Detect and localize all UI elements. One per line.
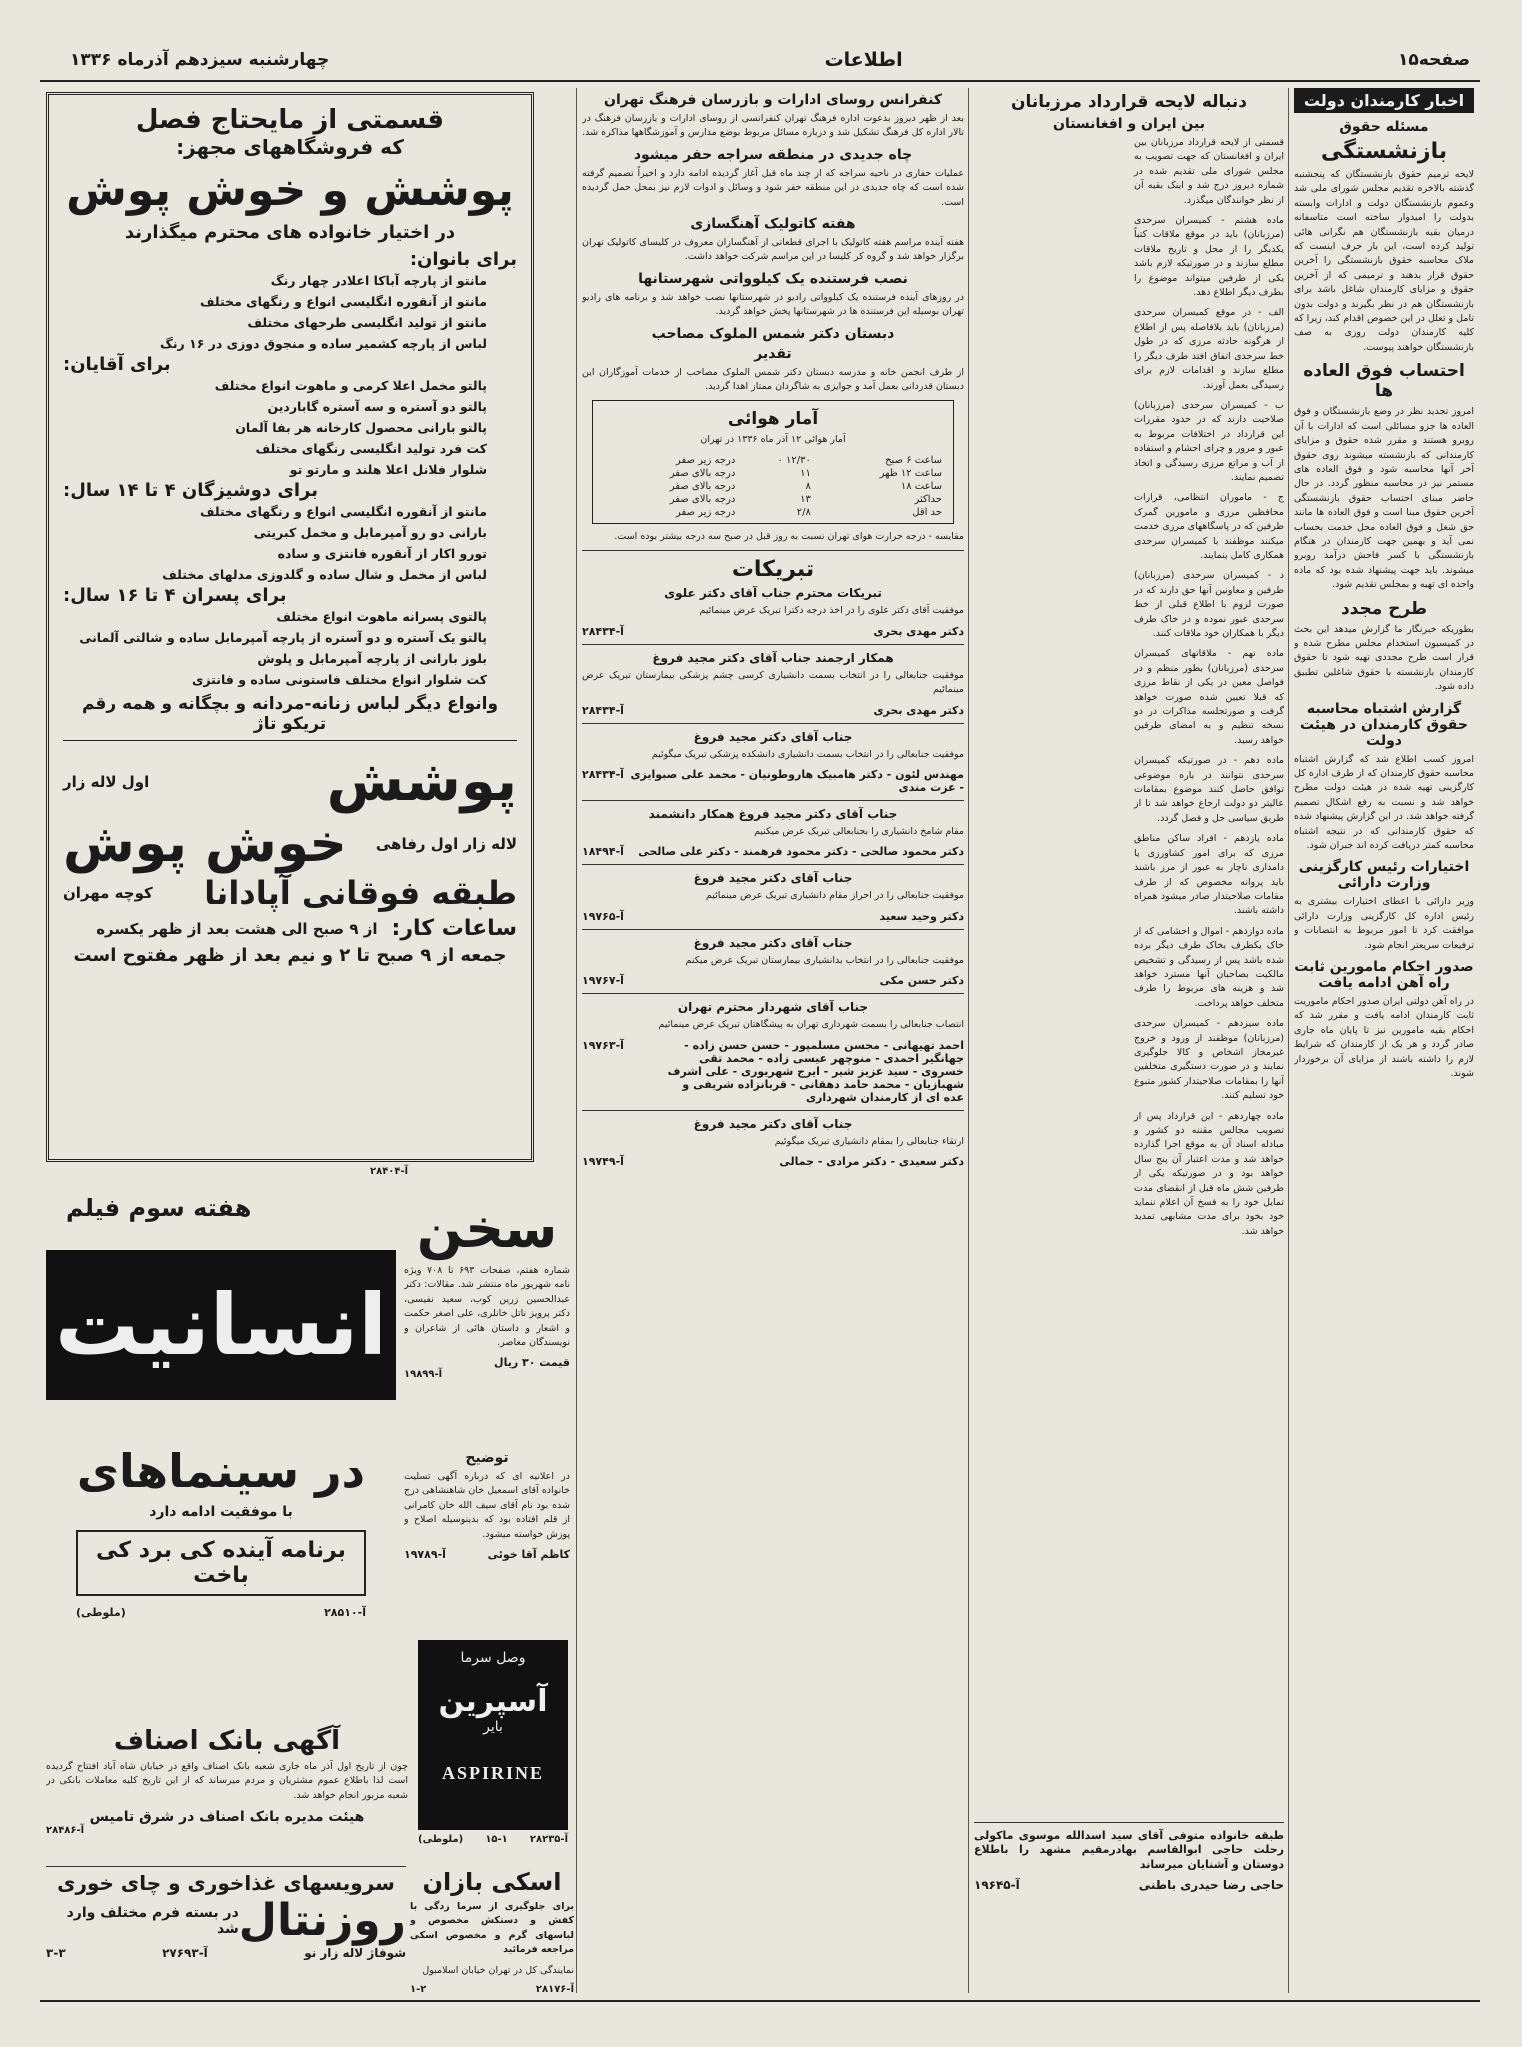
ad-list-item: کت شلوار انواع مختلف فاستونی ساده و فانتزی — [191, 672, 487, 687]
congrats-heading: جناب آقای دکتر مجید فروغ همکار دانشمند — [648, 806, 898, 821]
ski-ad-title: اسکی بازان — [422, 1868, 562, 1896]
rosenthal-sub: در بسته فرم مختلف وارد شد — [66, 1904, 239, 1937]
article-title: گزارش اشتباه محاسبه حقوق کارمندان در هیئت دولت — [1300, 700, 1468, 749]
ad-list-item: تورو اکار از آنقوره فانتزی و ساده — [277, 546, 487, 561]
congrats-item — [582, 1117, 964, 1168]
congrats-body: موفقیت جنابعالی را در انتخاب بسمت دانشیاری دانشکده پزشکی تبریک میگوئیم — [651, 748, 964, 760]
treaty-subtitle: بین ایران و افغانستان — [1053, 116, 1205, 132]
divider — [582, 800, 964, 801]
weather-title: آمار هوائی — [727, 409, 819, 430]
ad-number: ۳-۳ — [46, 1946, 66, 1960]
aspirin-footer — [418, 1834, 568, 1845]
divider — [582, 644, 964, 645]
news-body: بعد از ظهر دیروز بدعوت اداره فرهنگ تهران کنفرانسی از روسای ادارات و بازرسان فرهنگ در تالار اداره کل فرهنگ تشکیل شد و درباره مسائل مربوط بوضع مدارس و آموزشگاهها مذاکره شد. — [582, 113, 964, 139]
rosenthal-ad — [46, 1866, 406, 1997]
rosenthal-brand: روزنتال — [238, 1895, 406, 1946]
rosenthal-shop: شوفاژ لاله زار نو — [304, 1946, 406, 1960]
ad-code: آ-۲۷۶۹۳ — [162, 1946, 208, 1960]
ad-section-heading: برای بانوان: — [409, 249, 517, 270]
ad-section-heading: برای دوشیزگان ۴ تا ۱۴ سال: — [63, 480, 319, 501]
divider — [582, 864, 964, 865]
article-body: امروز کسب اطلاع شد که گزارش اشتباه محاسبه حقوق کارمندان که از طرف اداره کل کارگزینی تهیه شده در هیئت دولت مطرح خواهد شد و نسبت به رفع اشکال تصمیم گرفته خواهد شد. در این گزارش پیشنهاد شده که حقوق کارمندانی که در نتیجه اشتباه محاسبه کمتر دریافت کرده اند جبران شود. — [1294, 753, 1474, 852]
congrats-signature: دکتر وحید سعید — [879, 909, 964, 923]
congrats-heading: جناب آقای دکتر مجید فروغ — [693, 871, 853, 886]
table-cell: درجه زیر صفر — [675, 506, 736, 518]
magazine-title: سخن — [416, 1197, 558, 1260]
ad-list-item: پالتو دو آستره و سه آستره گاباردین — [267, 399, 487, 414]
column-divider — [968, 88, 969, 1993]
aspirin-ad — [418, 1640, 568, 1830]
news-body: هفته آینده مراسم هفته کاتولیک با اجرای قطعاتی از آهنگسازان معروف در کلیسای کاتولیک تهران برگزار خواهد شد و گروه کر کلیسا در این مراسم شرکت خواهد داشت. — [582, 237, 964, 263]
table-row — [601, 454, 945, 467]
ad-headline: قسمتی از مایحتاج فصل — [135, 105, 445, 135]
table-cell: حد اقل — [912, 506, 942, 518]
bank-ad — [46, 1722, 408, 1862]
article-title: اختیارات رئیس کارگزینی وزارت دارائی — [1298, 859, 1470, 892]
aspirin-name: آسپرین — [438, 1684, 548, 1719]
ad-section-heading: برای آقایان: — [63, 354, 171, 375]
sokhan-magazine-ad — [404, 1194, 570, 1438]
ad-brand-large: خوش پوش — [63, 814, 347, 874]
news-title: نصب فرستنده یک کیلوواتی شهرستانها — [638, 270, 908, 287]
aspirin-top-line: وصل سرما — [460, 1650, 526, 1666]
divider — [974, 1822, 1284, 1823]
congrats-item — [582, 807, 964, 858]
ad-list-item: مانتو از آنقوره انگلیسی انواع و رنگهای مختلف — [199, 294, 487, 309]
bottom-rule — [40, 2000, 1480, 2002]
table-cell: درجه بالای صفر — [669, 467, 736, 479]
treaty-body — [974, 136, 1284, 1816]
ad-number: ۱-۲ — [410, 1984, 427, 1994]
divider — [582, 929, 964, 930]
congrats-heading: تبریکات محترم جناب آقای دکتر علوی — [664, 586, 882, 601]
film-next-program: برنامه آینده کی برد کی باخت — [76, 1530, 366, 1596]
ad-list-item: مانتو از پارچه آباکا اعلادر چهار رنگ — [270, 273, 487, 288]
ad-list-item: لباس از مخمل و شال ساده و گلدوزی مدلهای مختلف — [162, 567, 487, 582]
table-row — [601, 480, 945, 493]
congrats-heading: جناب آقای دکتر مجید فروغ — [693, 935, 853, 950]
ad-list-item: کت فرد تولید انگلیسی رنگهای مختلف — [255, 441, 487, 456]
congrats-heading: جناب آقای دکتر مجید فروغ — [693, 1116, 853, 1131]
congrats-signature: دکتر مهدی بحری — [873, 624, 964, 638]
column-divider — [576, 88, 577, 1993]
center-news-column — [582, 88, 964, 1993]
notice-body: در اعلانیه ای که درباره آگهی تسلیت خانواده آقای اسمعیل خان شاهنشاهی درج شده بود نام آقای سیف الله خان کامرانی از قلم افتاده بود که بدینوسیله اصلاح و پوزش خواسته میشود. — [404, 1471, 570, 1540]
aspirin-bayer: بایر — [483, 1719, 503, 1735]
news-title: هفته کاتولیک آهنگسازی — [690, 216, 856, 233]
article-body: در راه آهن دولتی ایران صدور احکام ماموریت ثابت کارمندان ادامه یافت و مقرر شد که احکام بقیه مامورین نیز تا پایان ماه جاری صادر گردد و هر یک از کارمندان که شرایط لازم را داشته باشند از مزایای آن برخوردار شوند. — [1294, 996, 1474, 1080]
treaty-paragraph: ماده دهم - در صورتیکه کمیسران سرحدی نتوانند در باره موضوعی توافق حاصل کنند موضوع بمقامات عالیتر دو دولت ارجاع خواهد شد تا از طریق سیاسی حل و فصل گردد. — [1134, 755, 1284, 824]
column-divider — [1288, 88, 1289, 1993]
news-title: چاه جدیدی در منطقه سراجه حفر میشود — [633, 146, 913, 163]
ad-code: آ-۲۸۲۳۵ — [529, 1834, 568, 1845]
table-row — [601, 467, 945, 480]
ad-tagline: در اختیار خانواده های محترم میگذارند — [124, 222, 456, 243]
rosenthal-headline: سرویسهای غذاخوری و چای خوری — [57, 1871, 395, 1895]
table-cell: ساعت ۱۲ ظهر — [879, 467, 942, 479]
film-success-label: با موفقیت ادامه دارد — [149, 1504, 293, 1520]
film-ad — [46, 1194, 396, 1714]
treaty-title: دنباله لایحه قرارداد مرزبانان — [1010, 92, 1247, 112]
ad-list-item: پالتو مخمل اعلا کرمی و ماهوت انواع مختلف — [214, 378, 487, 393]
ad-brand: پوشش و خوش پوش — [66, 165, 514, 216]
ad-code: آ-۱۹۶۴۵ — [974, 1878, 1020, 1893]
table-cell: ۱۳ — [800, 493, 811, 505]
news-body: در روزهای آینده فرستنده یک کیلوواتی رادیو در شهرستانها نصب خواهد شد و برنامه های رادیو تهران بوسیله این فرستنده ها در شهرستانها پخش خواهد گردید. — [582, 291, 964, 318]
table-cell: ۱۱ — [800, 467, 811, 479]
ad-note: (ملوطی) — [418, 1834, 464, 1845]
table-cell: حداکثر — [914, 493, 942, 505]
treaty-paragraph: قسمتی از لایحه قرارداد مرزبانان بین ایران و افغانستان که جهت تصویب به مجلس شورای ملی تقدیم شده در شماره دیروز درج شد و اینک بقیه آن از نظر خوانندگان میگذرد. — [1134, 137, 1284, 206]
congrats-body: انتصاب جنابعالی را بسمت شهرداری تهران به پیشگاهتان تبریک عرض مینمائیم — [658, 1019, 964, 1031]
ad-code: آ-۲۸۴۳۴ — [582, 624, 624, 638]
ad-list-item: بارانی دو رو آمپرمابل و مخمل کبریتی — [253, 525, 487, 540]
ad-code: آ-۲۸۴۰۴ — [370, 1166, 409, 1177]
treaty-column — [974, 88, 1284, 1993]
ad-code: آ-۲۸۴۸۶ — [46, 1825, 85, 1837]
treaty-paragraph: الف - در موقع کمیسران سرحدی (مرزبانان) باید بلافاصله پس از اطلاع از هرگونه حادثه مرزی که در طول خط سرحدی اتفاق افتد طرف دیگر را مطلع سازند و اقدامات لازم برای رسیدگی بعمل آورند. — [1134, 307, 1284, 391]
magazine-body: شماره هفتم، صفحات ۶۹۳ تا ۷۰۸ ویژه نامه شهریور ماه منتشر شد. مقالات: دکتر عبدالحسین زرین کوب، سعید نفیسی، دکتر پرویز ناتل خانلری، علی اصغر حکمت و اشعار و داستان هائی از شاعران و نویسندگان معاصر. — [404, 1265, 570, 1349]
article-kicker: مسئله حقوق — [1339, 119, 1429, 135]
congrats-signature: دکتر مهدی بحری — [873, 703, 964, 717]
ad-code: آ-۲۸۵۱۰ — [324, 1606, 366, 1619]
table-cell: درجه زیر صفر — [675, 454, 736, 466]
table-cell: درجه بالای صفر — [669, 493, 736, 505]
ad-list-item: بلوز بارانی از پارچه آمپرمابل و پلوش — [257, 651, 487, 666]
article-title: صدور احکام مامورین ثابت راه آهن ادامه یافت — [1294, 959, 1474, 992]
article-body: بطوریکه خبرنگار ما گزارش میدهد این بحث در کمیسیون استخدام مجلس مطرح شده و قرار است طرح مجددی تهیه شود تا حقوق کارمندان بازنشسته با حقوق شاغلین تطبیق داده شود. — [1294, 623, 1474, 693]
ad-code: آ-۲۸۴۳۴ — [582, 703, 624, 717]
treaty-paragraph: د - کمیسران سرحدی (مرزبانان) طرفین و معاونین آنها حق دارند که در صورت لزوم با اطلاع قبلی از خط سرحدی عبور نموده و در خاک طرف دیگر با همکاران خود ملاقات کنند. — [1134, 570, 1284, 639]
article-body: لایحه ترمیم حقوق بازنشستگان که پنجشنبه گذشته بالاخره تقدیم مجلس شورای ملی شد وعموم بازنشستگان دولت و ادارات وابسته بدولت را امیدوار ساخته است متاسفانه درمیان بقیه بازنشستگان هم نگرانی هائی تولید کرده است، این بار حرف اینست که ملاک محاسبه حقوق بازنشستگی را آخرین حقوق قرار بدهند و ترمیمی که از آخرین حقوق و مزایای کارمندان شاغل باشد برای بازنشستگان هم در نظر بگیرند و دولت بدون تامل و تعلل در این خصوص اقدام کند، زیرا که کلیه کارمندان دولت روزی به صف بازنشستگان خواهند پیوست. — [1294, 169, 1474, 353]
ad-number: ۱۵-۱ — [485, 1834, 508, 1845]
store-hours: از ۹ صبح الی هشت بعد از ظهر یکسره — [96, 919, 378, 938]
congrats-body: موفقیت جنابعالی را در انتخاب بدانشیاری بیمارستان تبریک عرض میکنم — [685, 954, 964, 966]
ad-closing-line: وانواع دیگر لباس زنانه-مردانه و بچگانه و همه رقم تریکو تاژ — [63, 694, 517, 741]
treaty-paragraph: ماده چهاردهم - این قرارداد پس از تصویب مجالس مقننه دو کشور و مبادله اسناد آن به موقع اجرا گذارده خواهد شد و مدت اعتبار آن پنج سال خواهد بود و در صورتیکه یکی از طرفین شش ماه قبل از انقضای مدت تمایل خود را به فسخ آن اعلام ننماید خود بخود برای مدت مشابهی تمدید خواهد شد. — [1134, 1110, 1284, 1237]
congrats-body: ارتقاء جنابعالی را بمقام دانشیاری تبریک میگوئیم — [774, 1135, 964, 1147]
treaty-paragraph: ماده هشتم - کمیسران سرحدی (مرزبانان) باید در موقع ملاقات کتباً یکدیگر را از محل و تاریخ ملاقات مطلع سازند و در صورتیکه لازم باشد یکی از طرفین میتواند موضوع را بطرف دیگر اطلاع دهد. — [1134, 215, 1284, 299]
store-floor: طبقه فوقانی آپادانا — [204, 874, 517, 912]
congrats-item — [582, 936, 964, 987]
store-address: لاله زار اول رفاهی — [375, 835, 517, 853]
newspaper-name: اطلاعات — [824, 49, 903, 71]
table-cell: درجه بالای صفر — [669, 480, 736, 492]
page-number: صفحه۱۵ — [1398, 50, 1470, 70]
treaty-paragraph: ماده سیزدهم - کمیسران سرحدی (مرزبانان) موظفند از ورود و خروج غیرمجاز اشخاص و کالا جلوگیری نمایند و در صورت دستگیری متخلفین آنها را بمقامات صلاحیتدار کشور متبوع خود تسلیم کنند. — [1134, 1018, 1284, 1102]
ad-code: آ-۱۹۷۶۷ — [582, 974, 624, 988]
ad-list-item: پالتو یک آستره و دو آستره از پارچه آمپرمابل ساده و شالتی آلمانی — [79, 630, 487, 645]
treaty-paragraph: ماده نهم - ملاقاتهای کمیسران سرحدی (مرزبانان) بطور منظم و در فواصل معین در یکی از نقاط مرزی که قبلا تعیین شده صورت خواهد گرفت و صورتجلسه مذاکرات در دو نسخه تنظیم و به امضای طرفین خواهد رسید. — [1134, 648, 1284, 746]
issue-date: چهارشنبه سیزدهم آذرماه ۱۳۳۶ — [70, 50, 330, 70]
news-title: کنفرانس روسای ادارات و بازرسان فرهنگ تهران — [604, 92, 942, 108]
weather-table — [601, 454, 945, 519]
masthead — [70, 46, 1470, 74]
article-title: بازنشستگی — [1320, 139, 1448, 164]
film-cinemas-label: در سینماهای — [76, 1444, 366, 1498]
article-body: وزیر دارائی با اعطای اختیارات بیشتری به رئیس اداره کل کارگزینی وزارت دارائی موافقت کرد تا امور مربوط به انتصابات و ترفیعات سریعتر انجام شود. — [1294, 896, 1474, 951]
weather-intro: آمار هوائی ۱۲ آذر ماه ۱۳۳۶ در تهران — [700, 434, 846, 446]
article-title: احتساب فوق العاده ها — [1303, 361, 1465, 402]
ad-list-item: مانتو از تولید انگلیسی طرحهای مختلف — [247, 315, 487, 330]
store-address: کوچه مهران — [63, 884, 153, 902]
ad-code: آ-۲۸۱۷۶ — [535, 1984, 574, 1994]
congrats-title: تبریکات — [731, 557, 815, 583]
bank-ad-title: آگهی بانک اصناف — [113, 1726, 341, 1756]
store-friday-hours: جمعه از ۹ صبح تا ۲ و نیم بعد از ظهر مفتوح است — [73, 945, 507, 966]
congrats-item — [582, 1000, 964, 1103]
congrats-signature: احمد تهیهانی - محسن مسلمپور - حسن حسن زاده - جهانگیر احمدی - منوچهر عیسی زاده - محمد تقی خسروی - سید عزیز شیر - ایرج شهریوری - علی اشرف شهبازیان - محمد حامد دهقانی - قربانزاده شریفی و عده ای از کارمندان شهرداری — [667, 1038, 964, 1104]
obituary-notice: طبقه خانواده متوفی آقای سید اسدالله موسوی ماکولی رحلت حاجی ابوالقاسم بهادرمقیم مشهد را باطلاع دوستان و آشنایان میرساند — [974, 1829, 1284, 1871]
aspirin-latin-name: ASPIRINE — [441, 1763, 545, 1783]
ski-ad-address: نمایندگی کل در تهران خیابان اسلامبول — [422, 1964, 574, 1976]
ad-code: آ-۱۸۴۹۴ — [582, 845, 624, 859]
news-body: عملیات حفاری در ناحیه سراجه که از چند ماه قبل آغاز گردیده ادامه دارد و اخیراً تصمیم گرفته شده است که چاه جدیدی در این منطقه حفر شود و وسائل و ادوات لازم نیز بمحل حمل گردیده است. — [582, 167, 964, 208]
congrats-item — [582, 871, 964, 922]
ad-code: آ-۱۹۷۶۳ — [582, 1038, 624, 1052]
congrats-heading: جناب آقای دکتر مجید فروغ — [693, 729, 853, 744]
table-cell: ۱۲/۳۰ ۰ — [777, 454, 811, 466]
masthead-rule — [40, 80, 1480, 82]
magazine-price: قیمت ۳۰ ریال — [494, 1356, 570, 1370]
table-cell: ساعت ۶ صبح — [885, 454, 942, 466]
treaty-paragraph: ب - کمیسران سرحدی (مرزبانان) صلاحیت دارند که در حدود مقررات این قرارداد در اختلافات مربوط به عبور و مرور و چرای احشام و استفاده از آب و مراتع مرزی رسیدگی و اتخاذ تصمیم نمایند. — [1134, 399, 1284, 483]
notice-signature: کاظم آقا خوئی — [487, 1548, 570, 1562]
divider — [582, 1110, 964, 1111]
divider — [582, 993, 964, 994]
article-title: طرح مجدد — [1340, 598, 1428, 619]
news-title: دبستان دکتر شمس الملوک مصاحب — [651, 325, 895, 342]
ad-code: آ-۲۸۴۳۴ — [582, 767, 624, 781]
congrats-signature: دکتر سعیدی - دکتر مرادی - جمالی — [779, 1154, 964, 1168]
divider — [582, 550, 964, 551]
ad-list-item: شلوار فلانل اعلا هلند و مارتو تو — [289, 462, 487, 477]
congrats-body: موفقیت آقای دکتر علوی را در اخذ درجه دکترا تبریک عرض مینمائیم — [699, 605, 964, 617]
employees-news-column — [1294, 88, 1474, 1993]
ski-ad-body: برای جلوگیری از سرما زدگی با کفش و دستکش مخصوص و لباسهای گرم و مخصوص اسکی مراجعه فرمائید — [410, 1901, 574, 1956]
store-address: اول لاله زار — [63, 772, 150, 791]
congrats-signature: مهندس لئون - دکتر هامبیک هاروطونیان - محمد علی صبوایزی - عزت مندی — [630, 767, 964, 794]
ad-section-heading: برای پسران ۴ تا ۱۶ سال: — [63, 585, 287, 606]
notice-title: توضیح — [465, 1450, 509, 1466]
ad-note: (ملوطی) — [76, 1606, 126, 1619]
article-body: امروز تجدید نظر در وضع بازنشستگان و فوق العاده ها جزو مسائلی است که ادارات با آن روبرو هستند و مقرر شده حقوق و مزایای کارمندانی که بازنشسته میشوند روی حقوق آخر آنها محاسبه شود و فوق العاده های مستمر نیز در محاسبه منظور گردد. در حال حاضر مبنای احتساب حقوق بازنشستگی آخرین حقوق مبنا است و فوق العاده ها مانند حق شغل و فوق العاده محل خدمت بحساب نمی آید و بهمین جهت کارمندان در هنگام بازنشستگی با کسر فاحش درآمد روبرو میشوند. باید جهت پیشنهاد شده بود که ماده واحده ای تهیه و بمجلس تقدیم شود. — [1294, 406, 1474, 591]
bank-ad-signature: هیئت مدیره بانک اصناف در شرق تامیس — [89, 1809, 365, 1826]
ad-code: آ-۱۹۷۴۹ — [582, 1154, 624, 1168]
ad-list-item: پالتو بارانی محصول کارخانه هر بفا آلمان — [235, 420, 487, 435]
congrats-signature: دکتر محمود صالحی - دکتر محمود فرهمند - دکتر علی صالحی — [638, 845, 964, 859]
congrats-signature: دکتر حسن مکی — [879, 974, 964, 988]
weather-note: مقایسه - درجه حرارت هوای تهران نسبت به روز قبل در صبح سه درجه بیشتر بوده است. — [614, 530, 964, 542]
bank-ad-body: چون از تاریخ اول آذر ماه جاری شعبه بانک اصناف واقع در خیابان شاه آباد افتتاح گردیده است لذا باطلاع عموم مشتریان و مردم میرساند که از این تاریخ کلیه معاملات بانکی در شعبه مزبور انجام خواهد شد. — [46, 1761, 408, 1801]
hours-label: ساعات کار: — [391, 916, 517, 941]
treaty-paragraph: ماده دوازدهم - اموال و احشامی که از خاک یکطرف بخاک طرف دیگر برده شده باشد پس از رسیدگی و تشخیص مالکیت بصاحبان آنها مسترد خواهد شد و هزینه های مربوط را طرف متخلف خواهد پرداخت. — [1134, 925, 1284, 1009]
congrats-body: مقام شامخ دانشیاری را بجنابعالی تبریک عرض میکنیم — [754, 825, 964, 837]
divider — [582, 723, 964, 724]
table-row — [601, 493, 945, 506]
congrats-heading: همکار ارجمند جناب آقای دکتر مجید فروغ — [652, 650, 894, 665]
news-subtitle: تقدیر — [754, 345, 792, 362]
film-title-banner: انسانیت — [46, 1250, 396, 1400]
ad-code: آ-۱۹۸۹۹ — [404, 1369, 443, 1381]
news-body: از طرف انجمن خانه و مدرسه دبستان دکتر شمس الملوک مصاحب از خدمات آموزگاران این دبستان قدردانی بعمل آمد و جوایزی به شاگردان ممتاز اهدا گردید. — [582, 366, 964, 393]
congrats-body: موفقیت جنابعالی را در احراز مقام دانشیاری تبریک عرض مینمائیم — [705, 890, 964, 902]
congrats-item — [582, 651, 964, 717]
congrats-body: موفقیت جنابعالی را در انتخاب بسمت دانشیاری کرسی چشم پزشکی بیمارستان تبریک عرض مینمائیم — [582, 669, 964, 696]
employees-news-box-title: اخبار کارمندان دولت — [1294, 88, 1474, 113]
congrats-heading: جناب آقای شهردار محترم تهران — [677, 1000, 869, 1015]
table-row — [601, 506, 945, 519]
congrats-item — [582, 730, 964, 794]
clothing-store-ad — [46, 92, 534, 1162]
table-cell: ساعت ۱۸ — [900, 480, 942, 492]
ad-brand-large: پوشش — [326, 749, 517, 814]
ad-code: آ-۱۹۷۶۵ — [582, 909, 624, 923]
ad-list-item: لباس از پارچه کشمیر ساده و منجوق دوزی در ۱۶ رنگ — [160, 336, 487, 351]
table-cell: ۸ — [805, 480, 811, 492]
ad-subheadline: که فروشگاههای مجهز: — [176, 135, 404, 159]
congrats-item — [582, 586, 964, 637]
ad-code: آ-۱۹۷۸۹ — [404, 1548, 446, 1562]
ad-list-item: پالتوی پسرانه ماهوت انواع مختلف — [276, 609, 487, 624]
table-cell: ۲/۸ — [796, 506, 811, 518]
film-week-label: هفته سوم فیلم — [66, 1194, 252, 1222]
ad-list-item: مانتو از آنقوره انگلیسی انواع و رنگهای مختلف — [199, 504, 487, 519]
weather-stats-box — [592, 400, 954, 523]
ski-ad — [410, 1864, 574, 1994]
treaty-paragraph: ج - ماموران انتظامی، قرارات محافظین مرزی و مامورین گمرک طرفین که در پاسگاههای مرزی خدمت میکنند موظفند با کمیسران سرحدی همکاری کامل بنمایند. — [1134, 492, 1284, 561]
correction-notice — [404, 1446, 570, 1636]
obituary-signature: حاجی رضا حیدری باطنی — [1138, 1878, 1284, 1893]
treaty-paragraph: ماده یازدهم - افراد ساکن مناطق مرزی که برای امور کشاورزی یا دامداری ناچار به عبور از مرز باشند باید پروانه مخصوص که از طرف مقامات صلاحیتدار صادر میشود همراه داشته باشند. — [1134, 833, 1284, 917]
